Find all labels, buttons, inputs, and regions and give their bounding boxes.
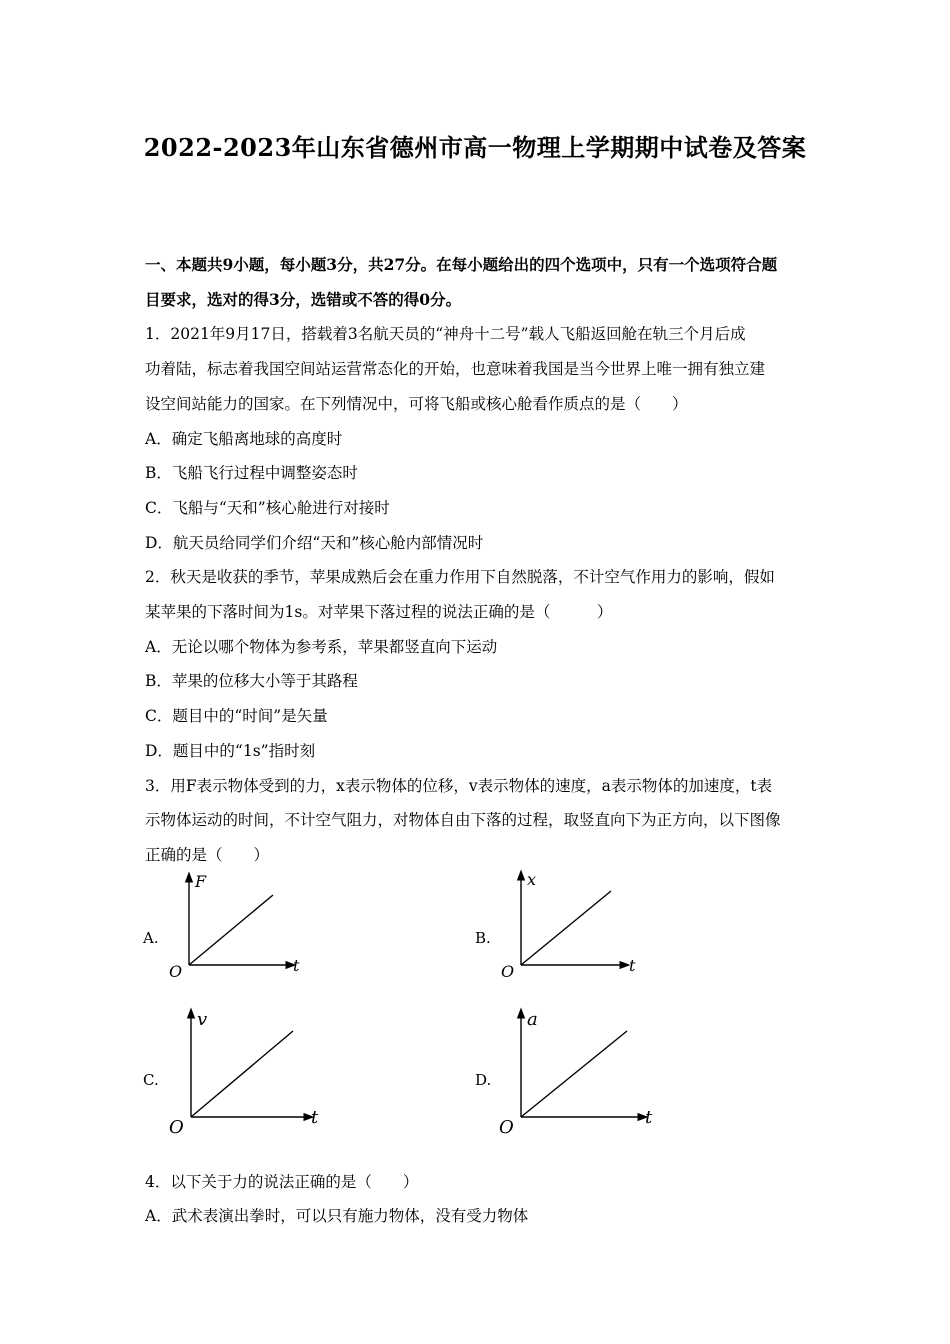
graph-c-label: C. [143, 1070, 159, 1089]
graph-a-line [189, 895, 273, 965]
graph-c-origin: O [169, 1116, 184, 1138]
graph-d-y-label: a [527, 1008, 538, 1030]
question-2-stem-line-2: 某苹果的下落时间为1s。对苹果下落过程的说法正确的是（ ） [145, 603, 613, 622]
graph-c-plot [169, 1008, 343, 1139]
graph-b-origin: O [501, 961, 515, 981]
question-4-option-a: A．武术表演出拳时，可以只有施力物体，没有受力物体 [145, 1207, 529, 1226]
graph-d-plot [499, 1008, 673, 1139]
graph-b-x-label: t [629, 955, 636, 975]
question-4-stem: 4．以下关于力的说法正确的是（ ） [145, 1172, 419, 1191]
graph-b-y-label: x [527, 869, 537, 889]
graph-d-label: D. [475, 1070, 492, 1089]
graph-c-x-label: t [311, 1106, 319, 1128]
graph-a-y-label: F [195, 871, 207, 891]
question-3-stem-line-3: 正确的是（ ） [145, 845, 270, 864]
question-1-option-b: B．飞船飞行过程中调整姿态时 [145, 464, 358, 483]
question-2-option-c: C．题目中的“时间”是矢量 [145, 707, 328, 726]
graph-a-x-label: t [293, 955, 300, 975]
question-2-stem-line-1: 2．秋天是收获的季节，苹果成熟后会在重力作用下自然脱落，不计空气作用力的影响，假如 [145, 568, 775, 587]
graph-d-line [521, 1031, 627, 1117]
question-3-graphs [143, 869, 810, 1165]
section-heading-line-1: 一、本题共9小题，每小题3分，共27分。在每小题给出的四个选项中，只有一个选项符合题 [145, 255, 778, 274]
graph-c-y-label: v [197, 1008, 208, 1030]
question-3-stem-line-2: 示物体运动的时间，不计空气阻力，对物体自由下落的过程，取竖直向下为正方向，以下图像 [145, 811, 781, 830]
graph-d-x-label: t [645, 1106, 653, 1128]
graph-b-plot [501, 869, 653, 983]
question-1-stem-line-2: 功着陆，标志着我国空间站运营常态化的开始，也意味着我国是当今世界上唯一拥有独立建 [145, 360, 766, 379]
graph-c-line [191, 1031, 293, 1117]
page-title: 2022-2023年山东省德州市高一物理上学期期中试卷及答案 [143, 133, 807, 162]
exam-content [145, 248, 810, 1234]
question-2-option-d: D．题目中的“1s”指时刻 [145, 741, 316, 760]
graph-b-line [521, 891, 611, 965]
question-1-option-a: A．确定飞船离地球的高度时 [145, 429, 343, 448]
question-1-stem-line-3: 设空间站能力的国家。在下列情况中，可将飞船或核心舱看作质点的是（ ） [145, 394, 688, 413]
question-3-stem-line-1: 3．用F表示物体受到的力，x表示物体的位移，v表示物体的速度，a表示物体的加速度，t表 [145, 776, 773, 795]
graph-d-origin: O [499, 1116, 514, 1138]
question-1-stem-line-1: 1．2021年9月17日，搭载着3名航天员的“神舟十二号”载人飞船返回舱在轨三个月后成 [145, 325, 746, 344]
question-1-option-c: C．飞船与“天和”核心舱进行对接时 [145, 498, 390, 517]
question-1-option-d: D．航天员给同学们介绍“天和”核心舱内部情况时 [145, 533, 484, 552]
question-2-option-b: B．苹果的位移大小等于其路程 [145, 672, 358, 691]
graph-a-label: A. [143, 928, 159, 947]
section-heading-line-2: 目要求，选对的得3分，选错或不答的得0分。 [145, 289, 462, 309]
graph-a-plot [169, 871, 323, 983]
graph-b-label: B. [475, 928, 491, 947]
question-2-option-a: A．无论以哪个物体为参考系，苹果都竖直向下运动 [145, 637, 498, 656]
graph-a-origin: O [169, 961, 183, 981]
